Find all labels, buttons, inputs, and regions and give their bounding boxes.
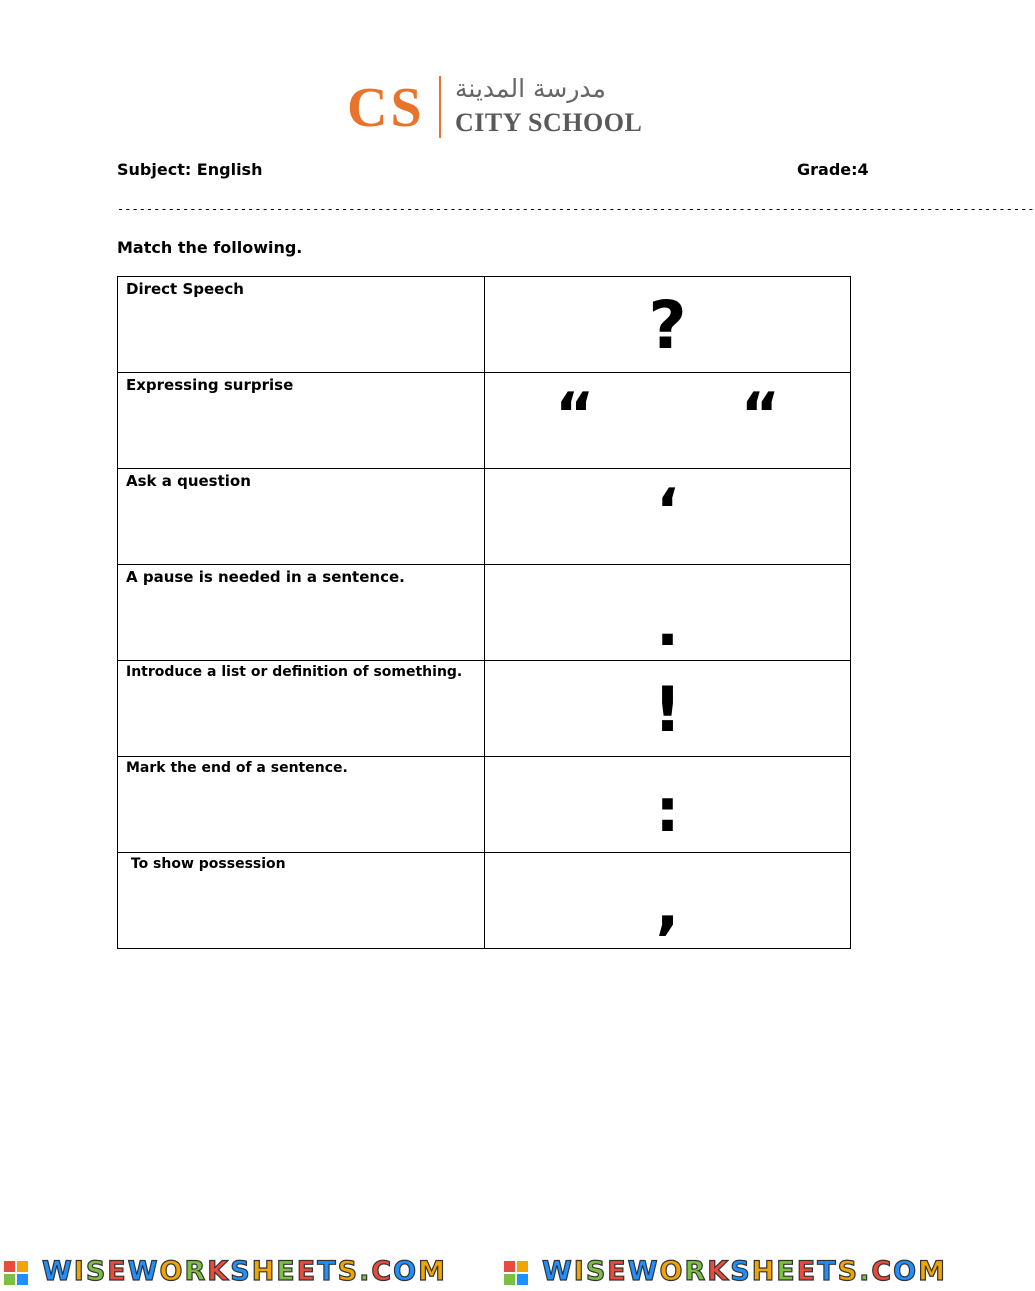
symbol-cell: [485, 757, 851, 853]
watermark-unit: [4, 1257, 502, 1287]
term-text: Introduce a list or definition of something.: [126, 664, 463, 680]
table-row: [118, 757, 851, 853]
logo-block-icon: [504, 1261, 515, 1272]
symbol-cell: [485, 661, 851, 757]
term-cell: [118, 757, 485, 853]
watermark-text: WISEWORKSHEETS.COM: [542, 1256, 947, 1287]
term-cell: [118, 469, 485, 565]
logo-initials: CS: [347, 77, 425, 139]
term-cell: [118, 373, 485, 469]
table-row: [118, 661, 851, 757]
logo-block-icon: [504, 1274, 515, 1285]
question-mark-symbol: ?: [648, 287, 687, 364]
logo-block-icon: [17, 1274, 28, 1285]
matching-table: [117, 276, 851, 949]
term-text: Mark the end of a sentence.: [126, 760, 348, 776]
term-cell: [118, 565, 485, 661]
logo-arabic-name: مدرسة المدينة: [455, 74, 606, 103]
logo-block-icon: [4, 1274, 15, 1285]
table-row: [118, 373, 851, 469]
term-text: Direct Speech: [126, 280, 244, 298]
watermark-banner: [0, 1253, 1000, 1291]
term-text: To show possession: [126, 856, 286, 872]
table-row: [118, 277, 851, 373]
subject-label: Subject: English: [117, 160, 263, 179]
watermark-text: WISEWORKSHEETS.COM: [42, 1256, 447, 1287]
school-logo: [347, 72, 657, 142]
term-cell: [118, 853, 485, 949]
symbol-cell: [485, 853, 851, 949]
grade-label: Grade:4: [797, 160, 869, 179]
term-cell: [118, 661, 485, 757]
symbol-cell: [485, 469, 851, 565]
logo-divider: [439, 76, 441, 138]
logo-block-icon: [517, 1261, 528, 1272]
dashed-divider: -------------------------------------------------------------------------------------------------------------------------------: [117, 202, 1035, 216]
table-row: [118, 853, 851, 949]
quotation-marks-symbol: “ “: [554, 380, 781, 450]
symbol-cell: [485, 565, 851, 661]
logo-block-icon: [4, 1261, 15, 1272]
term-text: Ask a question: [126, 472, 251, 490]
logo-block-icon: [517, 1274, 528, 1285]
comma-symbol: ,: [655, 869, 680, 942]
logo-english-name: CITY SCHOOL: [455, 108, 643, 137]
apostrophe-symbol: ‘: [656, 476, 679, 546]
term-text: A pause is needed in a sentence.: [126, 568, 405, 586]
watermark-unit: [504, 1257, 1000, 1287]
term-cell: [118, 277, 485, 373]
table-row: [118, 469, 851, 565]
symbol-cell: [485, 373, 851, 469]
logo-block-icon: [17, 1261, 28, 1272]
table-row: [118, 565, 851, 661]
full-stop-symbol: .: [656, 590, 679, 660]
instruction-text: Match the following.: [117, 238, 303, 257]
colon-symbol: :: [655, 776, 680, 846]
exclamation-mark-symbol: !: [653, 673, 682, 746]
symbol-cell: [485, 277, 851, 373]
term-text: Expressing surprise: [126, 376, 294, 394]
